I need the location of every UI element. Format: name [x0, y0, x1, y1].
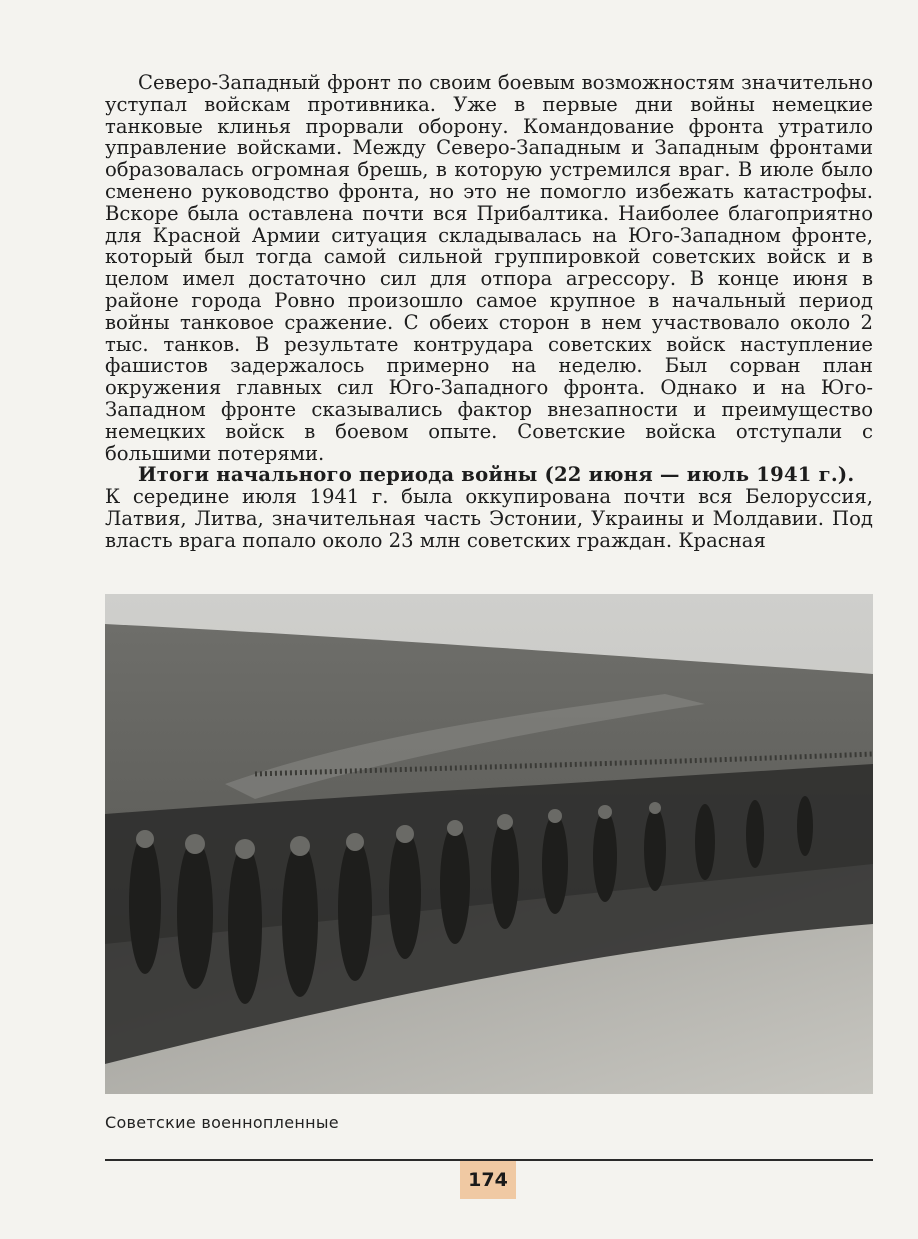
body-text [105, 72, 873, 552]
photo-caption: Советские военнопленные [105, 1113, 339, 1132]
page-number: 174 [460, 1161, 516, 1199]
section-results [105, 464, 873, 551]
paragraph-northwest-front: Северо-Западный фронт по своим боевым возможностям значительно уступал войскам противника. Уже в первые дни войны немецкие танковые клинья прорвали оборону. Командование фронта утратило управление войсками. Между Северо-Западным и Западным фронтами образовалась огромная брешь, в которую устремился враг. В июле было сменено руководство фронта, но это не помогло избежать катастрофы. Вскоре была оставлена почти вся Прибалтика. Наиболее благоприятно для Красной Армии ситуация складывалась на Юго-Западном фронте, который был тогда самой сильной группировкой советских войск и в целом имел достаточно сил для отпора агрессору. В конце июня в районе города Ровно произошло самое крупное в начальный период войны танковое сражение. С обеих сторон в нем участвовало около 2 тыс. танков. В результате контрудара советских войск наступление фашистов задержалось примерно на неделю. Был сорван план окружения главных сил Юго-Западного фронта. Однако и на Юго-Западном фронте сказывались фактор внезапности и преимущество немецких войск в боевом опыте. Советские войска отступали с большими потерями. [105, 71, 873, 465]
photo-illustration [105, 594, 873, 1094]
section-heading: Итоги начального периода войны (22 июня — июль 1941 г.). [138, 463, 855, 487]
paragraph-occupation: К середине июля 1941 г. была оккупирована почти вся Белоруссия, Латвия, Литва, значительная часть Эстонии, Украины и Молдавии. Под власть врага попало около 23 млн советских граждан. Красная [105, 485, 873, 552]
photo-soviet-pows [105, 594, 873, 1094]
